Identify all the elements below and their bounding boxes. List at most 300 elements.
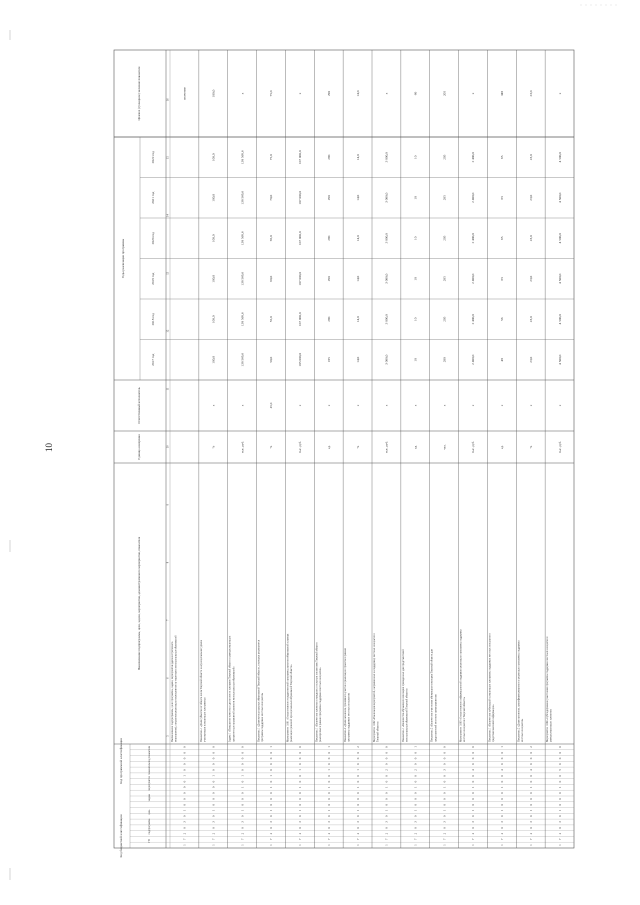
code-cell: 7	[413, 838, 418, 841]
code-cell: 0	[355, 792, 360, 794]
indicator-text: Показатель 1 «Количество публикаций о реализации программы поддержки местных инициатив в	[488, 633, 492, 742]
year-label: 2020 год	[151, 232, 155, 245]
code-cell: 1	[500, 844, 505, 846]
year-value: 10	[413, 358, 418, 362]
code-cell: 0	[355, 763, 360, 766]
code-cell: 0	[557, 792, 562, 794]
code-cell: 2	[326, 832, 331, 835]
code-cell: 0	[298, 763, 303, 766]
code-cell: 0	[182, 746, 187, 748]
header-number: 13	[166, 271, 170, 275]
code-cell: 0	[355, 774, 360, 777]
code-cell: 0	[298, 780, 303, 783]
year-value: 4 500,0	[557, 354, 562, 365]
indicator-text: мероприятия), показателя реализации мероприятия на территории муниципальных образований	[174, 635, 178, 742]
year-value: 107 000,0	[298, 312, 303, 327]
year-value: 2 400,0	[471, 354, 476, 365]
code-cell: 3	[442, 821, 447, 823]
code-cell: 0	[557, 757, 562, 760]
code-cell: 0	[413, 757, 418, 760]
code-cell: 0	[500, 815, 505, 818]
code-cell: 0	[269, 803, 274, 806]
final-value: х	[557, 92, 562, 95]
code-cell: 5	[557, 769, 562, 771]
year-value: 23,0	[528, 356, 533, 363]
code-cell: 0	[384, 751, 389, 754]
header-unit: Единица измерения	[137, 434, 141, 460]
code-cell: 1	[442, 844, 447, 846]
code-cell: 0	[298, 774, 303, 777]
code-cell: 2	[471, 832, 476, 835]
year-value: 100,0	[211, 153, 216, 162]
indicator-text: Мероприятие 1.003 «Осуществление информационной поддержки реализации программы поддержки	[459, 629, 463, 742]
indicator-text: Показатель 2 «Доля населения, принявшего участие в реализации проектов в рамках	[344, 648, 348, 742]
code-cell: 0	[298, 751, 303, 754]
year-value: 107 000,0	[298, 231, 303, 246]
code-cell: 0	[211, 792, 216, 794]
year-value: 14,0	[355, 194, 360, 201]
code-cell: 0	[269, 815, 274, 818]
indicator-text: муниципальных образований Тверской области»	[405, 688, 409, 742]
code-cell: 0	[471, 826, 476, 829]
year-value: 50,0	[269, 356, 274, 363]
code-cell: 0	[528, 803, 533, 806]
code-cell: 2	[500, 832, 505, 835]
code-cell: 0	[211, 769, 216, 771]
header-number: 9	[166, 503, 170, 506]
code-cell: 0	[528, 792, 533, 794]
code-cell: 0	[500, 774, 505, 777]
code-cell: 0	[471, 803, 476, 806]
code-cell: 1	[471, 809, 476, 812]
code-cell: 7	[557, 838, 562, 841]
year-label: 2022 год	[151, 151, 155, 164]
code-cell: 0	[557, 826, 562, 829]
final-value: 100,0	[211, 89, 216, 98]
indicator-text: местных инициатив в Тверской области»	[463, 696, 467, 742]
code-cell: 0	[471, 751, 476, 754]
code-cell: 0	[442, 815, 447, 818]
code-cell: 1	[384, 786, 389, 789]
code-cell: 0	[442, 757, 447, 760]
year-value: 2 400,0	[471, 152, 476, 163]
year-label: 2021 год	[151, 191, 155, 204]
final-value: 75,0	[269, 90, 274, 97]
code-cell: 0	[211, 786, 216, 789]
code-cell: 0	[182, 786, 187, 789]
code-cell: 3	[557, 821, 562, 823]
code-cell: 0	[471, 757, 476, 760]
code-cell: 1	[557, 844, 562, 846]
year-value: 23,0	[528, 316, 533, 323]
code-cell: 0	[442, 826, 447, 829]
responsible-cell: х	[557, 404, 562, 407]
indicator-text: Мероприятие 1.001 «Осуществление государственной программы развития образований в рамках	[286, 633, 290, 742]
year-value: 4 500,0	[557, 273, 562, 284]
code-cell: 0	[471, 815, 476, 818]
code-cell: 0	[355, 757, 360, 760]
unit-cell: чел.	[442, 444, 447, 450]
code-cell: 0	[269, 751, 274, 754]
code-cell: 0	[413, 780, 418, 783]
code-cell: 0	[442, 798, 447, 800]
year-value: 65	[500, 155, 505, 159]
year-value: 290	[326, 235, 331, 241]
unit-cell: ед.	[500, 445, 505, 449]
code-cell: 0	[355, 803, 360, 806]
year-value: 2 400,0	[471, 314, 476, 325]
code-cell: 0	[471, 792, 476, 794]
indicator-text: рамках реализации проектов»	[549, 708, 553, 742]
responsible-cell: х	[384, 404, 389, 407]
year-value: 23,0	[528, 275, 533, 282]
code-cell: 0	[413, 803, 418, 806]
year-value: 185	[326, 357, 331, 363]
code-cell: 1	[557, 786, 562, 789]
year-value: 14,0	[355, 275, 360, 282]
responsible-cell: х	[355, 404, 360, 407]
year-value: 3 000,0	[384, 192, 389, 203]
code-cell: 1	[355, 769, 360, 771]
code-cell: 0	[557, 803, 562, 806]
code-cell: 0	[182, 798, 187, 800]
indicator-text: программы поддержки местных инициатив»	[261, 692, 265, 742]
year-value: 23,0	[528, 154, 533, 161]
indicator-text: программы поддержки местных инициатив»	[347, 692, 351, 742]
header-budget-classification: Код бюджетной классификации	[119, 814, 123, 858]
year-value: 100,0	[211, 315, 216, 324]
code-cell: 0	[384, 826, 389, 829]
indicator-text: средствах массовой информации»	[492, 704, 496, 742]
year-value: 10	[413, 317, 418, 321]
code-cell: 1	[528, 809, 533, 812]
code-cell: 7	[326, 838, 331, 841]
code-cell: 1	[442, 786, 447, 789]
final-value: х	[471, 92, 476, 95]
code-cell: 0	[326, 774, 331, 777]
code-cell: 0	[269, 798, 274, 800]
code-cell: 0	[442, 763, 447, 766]
year-value: 138 569,6	[240, 150, 245, 165]
code-cell: 7	[384, 838, 389, 841]
code-cell: 0	[298, 815, 303, 818]
code-cell: 1	[298, 844, 303, 846]
code-cell: 0	[528, 798, 533, 800]
code-cell: 0	[326, 751, 331, 754]
header-number: 5	[166, 735, 170, 737]
code-cell: 0	[269, 757, 274, 760]
code-cell: 0	[500, 798, 505, 800]
code-cell: 2	[528, 746, 533, 748]
code-cell: 1	[240, 786, 245, 789]
year-value: 205	[442, 276, 447, 282]
page-number: 10	[44, 443, 54, 452]
code-cell: 0	[413, 798, 418, 800]
code-cell: 0	[500, 751, 505, 754]
year-value: 65,0	[269, 235, 274, 242]
sub-header: показатель	[148, 762, 151, 775]
code-cell: 0	[211, 746, 216, 748]
year-label: 2017 год	[151, 353, 155, 366]
code-cell: 0	[471, 780, 476, 783]
code-cell: 1	[240, 809, 245, 812]
code-cell: 3	[269, 821, 274, 823]
code-cell: 1	[413, 809, 418, 812]
year-value: 48	[500, 358, 505, 362]
code-cell: 1	[298, 786, 303, 789]
code-cell: 1	[326, 809, 331, 812]
code-cell: 7	[182, 838, 187, 841]
year-value: 3 000,0	[384, 314, 389, 325]
code-cell: 3	[500, 821, 505, 823]
code-cell: 3	[528, 821, 533, 823]
code-cell: 0	[326, 798, 331, 800]
code-cell: 0	[384, 746, 389, 748]
code-cell: 3	[384, 821, 389, 823]
code-cell: 0	[442, 803, 447, 806]
year-value: 14,0	[355, 356, 360, 363]
code-cell: 0	[528, 763, 533, 766]
year-value: 138 569,6	[240, 352, 245, 367]
unit-cell: тыс. руб.	[471, 440, 476, 454]
code-cell: 1	[240, 844, 245, 846]
indicator-text: представителей местного самоуправления»	[434, 694, 438, 742]
code-cell: 0	[240, 757, 245, 760]
year-value: 4 500,0	[557, 152, 562, 163]
year-value: 10	[413, 155, 418, 159]
code-cell: 1	[500, 786, 505, 789]
code-cell: 0	[557, 746, 562, 748]
responsible-cell: х	[413, 404, 418, 407]
responsible-cell: х	[326, 404, 331, 407]
year-value: 205	[442, 235, 447, 241]
code-cell: 3	[240, 821, 245, 823]
code-cell: 0	[355, 751, 360, 754]
code-cell: 3	[471, 821, 476, 823]
code-cell: 0	[298, 826, 303, 829]
code-cell: 3	[298, 821, 303, 823]
code-cell: 1	[182, 809, 187, 812]
header-number: 6	[166, 677, 170, 679]
code-cell: 0	[413, 815, 418, 818]
final-value: х	[240, 92, 245, 95]
unit-cell: ед.	[326, 445, 331, 449]
year-value: 138 569,6	[240, 312, 245, 327]
code-cell: 2	[442, 832, 447, 835]
unit-cell: тыс. руб.	[557, 440, 562, 454]
indicator-text: Мероприятие 1.004 «Субсидирование участников программы поддержки местных инициатив в	[546, 636, 550, 742]
code-cell: 0	[413, 792, 418, 794]
code-cell: 1	[557, 809, 562, 812]
year-value: 65	[500, 236, 505, 240]
year-value: 3 000,0	[384, 273, 389, 284]
year-value: 105 000,0	[298, 352, 303, 367]
year-value: 23,0	[528, 194, 533, 201]
year-value: 107 000,0	[298, 150, 303, 165]
code-cell: 0	[269, 763, 274, 766]
code-cell: 2	[298, 832, 303, 835]
responsible-cell: х	[240, 404, 245, 407]
code-cell: 0	[182, 769, 187, 771]
unit-cell: %	[528, 445, 533, 449]
code-cell: 1	[528, 786, 533, 789]
code-cell: 0	[240, 780, 245, 783]
year-value: 2 400,0	[471, 192, 476, 203]
code-cell: 0	[384, 780, 389, 783]
code-cell: 3	[413, 821, 418, 823]
code-cell: 1	[355, 809, 360, 812]
code-cell: 0	[182, 792, 187, 794]
code-cell: 3	[182, 821, 187, 823]
code-cell: 0	[326, 826, 331, 829]
code-cell: 1	[326, 786, 331, 789]
final-value: х	[298, 92, 303, 95]
code-cell: 0	[384, 774, 389, 777]
code-cell: 0	[355, 815, 360, 818]
year-value: 10	[413, 196, 418, 200]
year-value: 205	[442, 154, 447, 160]
code-cell: 0	[528, 780, 533, 783]
code-cell: 1	[384, 809, 389, 812]
code-cell: 0	[384, 757, 389, 760]
code-cell: 0	[355, 798, 360, 800]
header-number: 11	[166, 387, 170, 391]
code-cell: 0	[211, 826, 216, 829]
sub-header: вид показателя	[148, 746, 151, 763]
year-value: 70,0	[269, 194, 274, 201]
indicator-text: Наименование подпрограммы, цели программы, задачи, мероприятия (административного	[171, 641, 174, 742]
code-cell: 0	[471, 763, 476, 766]
year-value: 4 500,0	[557, 314, 562, 325]
code-cell: 4	[471, 769, 476, 771]
year-value: 55,0	[269, 316, 274, 323]
year-value: 2 400,0	[471, 273, 476, 284]
year-value: 100,0	[211, 193, 216, 202]
header-number: 8	[166, 561, 170, 564]
sub-header: ГП	[148, 839, 151, 843]
indicator-text: Показатель 2 «Доля населения, проинформированного о реализации программы поддержки	[517, 640, 521, 742]
code-cell: 0	[326, 763, 331, 766]
code-cell: 1	[355, 844, 360, 846]
code-cell: 1	[326, 844, 331, 846]
code-cell: 0	[211, 780, 216, 783]
code-cell: 2	[211, 832, 216, 835]
code-cell: 1	[442, 809, 447, 812]
code-cell: 2	[355, 832, 360, 835]
year-value: 3 000,0	[384, 233, 389, 244]
year-value: 10	[413, 277, 418, 281]
year-value: 75,0	[269, 154, 274, 161]
responsible-cell: х	[211, 404, 216, 407]
code-cell: 2	[355, 746, 360, 748]
code-cell: 0	[557, 798, 562, 800]
year-value: 65	[500, 196, 505, 200]
code-cell: 1	[182, 844, 187, 846]
code-cell: 0	[269, 826, 274, 829]
indicator-text: Задача 1 «Повышение качества и доступности программ Тверской области в рамках реализации	[228, 635, 232, 742]
header-number: 16	[166, 98, 170, 102]
code-cell: 0	[326, 792, 331, 794]
code-cell: 0	[384, 792, 389, 794]
year-value: 60,0	[269, 275, 274, 282]
header-number: 10	[166, 445, 170, 449]
header-program-classification: Код программной классификации	[119, 738, 123, 784]
code-cell: 0	[471, 746, 476, 748]
year-value: 4 500,0	[557, 233, 562, 244]
unit-cell: ед.	[413, 445, 418, 449]
code-cell: 0	[355, 780, 360, 783]
code-cell: 2	[182, 832, 187, 835]
year-value: 4 500,0	[557, 192, 562, 203]
code-cell: 0	[528, 815, 533, 818]
year-value: 107 000,0	[298, 190, 303, 205]
code-cell: 0	[298, 803, 303, 806]
responsible-cell: х	[298, 404, 303, 407]
code-cell: 2	[528, 832, 533, 835]
code-cell: 1	[269, 786, 274, 789]
code-cell: 0	[269, 780, 274, 783]
code-cell: 0	[326, 780, 331, 783]
code-cell: 0	[182, 803, 187, 806]
final-value: 60	[413, 91, 418, 96]
code-cell: 1	[298, 769, 303, 771]
code-cell: 0	[471, 798, 476, 800]
final-value: значение	[182, 87, 187, 100]
final-value: 205	[442, 90, 447, 97]
code-cell: 1	[500, 746, 505, 748]
code-cell: 1	[326, 746, 331, 748]
code-cell: 0	[240, 803, 245, 806]
code-cell: 2	[413, 769, 418, 771]
unit-cell: %	[269, 445, 274, 449]
code-cell: 0	[326, 757, 331, 760]
indicator-text: реализации решений муниципальных образований Тверской области»	[290, 664, 294, 742]
code-cell: 0	[182, 751, 187, 754]
code-cell: 0	[528, 774, 533, 777]
code-cell: 1	[298, 809, 303, 812]
indicator-text: Показатель 2 «Количество участников обучающих семинаров Тверской области для	[430, 649, 434, 742]
responsible-cell: х	[528, 404, 533, 407]
code-cell: 1	[413, 746, 418, 748]
code-cell: 3	[211, 821, 216, 823]
year-value: 14,0	[355, 154, 360, 161]
unit-cell: %	[355, 445, 360, 449]
header-number: 7	[166, 619, 170, 622]
indicator-text: Показатель 1 «Доля субъектов от общего числа Тверской области на муниципальном уровне	[199, 639, 203, 742]
code-cell: 1	[471, 786, 476, 789]
code-cell: 3	[442, 769, 447, 771]
code-cell: 0	[211, 751, 216, 754]
final-value: 348	[500, 90, 505, 97]
year-value: 200	[442, 357, 447, 363]
code-cell: 0	[528, 826, 533, 829]
code-cell: 1	[211, 774, 216, 777]
year-value: 100,0	[211, 355, 216, 364]
unit-cell: тыс. руб.	[384, 440, 389, 454]
code-cell: 0	[298, 757, 303, 760]
year-value: 290	[326, 276, 331, 282]
code-cell: 0	[240, 798, 245, 800]
code-cell: 2	[384, 769, 389, 771]
year-value: 23,0	[528, 235, 533, 242]
code-cell: 3	[355, 821, 360, 823]
code-cell: 0	[413, 774, 418, 777]
code-cell: 0	[211, 757, 216, 760]
code-cell: 0	[211, 815, 216, 818]
code-cell: 0	[500, 757, 505, 760]
header-number: 14	[166, 214, 170, 217]
code-cell: 2	[269, 832, 274, 835]
